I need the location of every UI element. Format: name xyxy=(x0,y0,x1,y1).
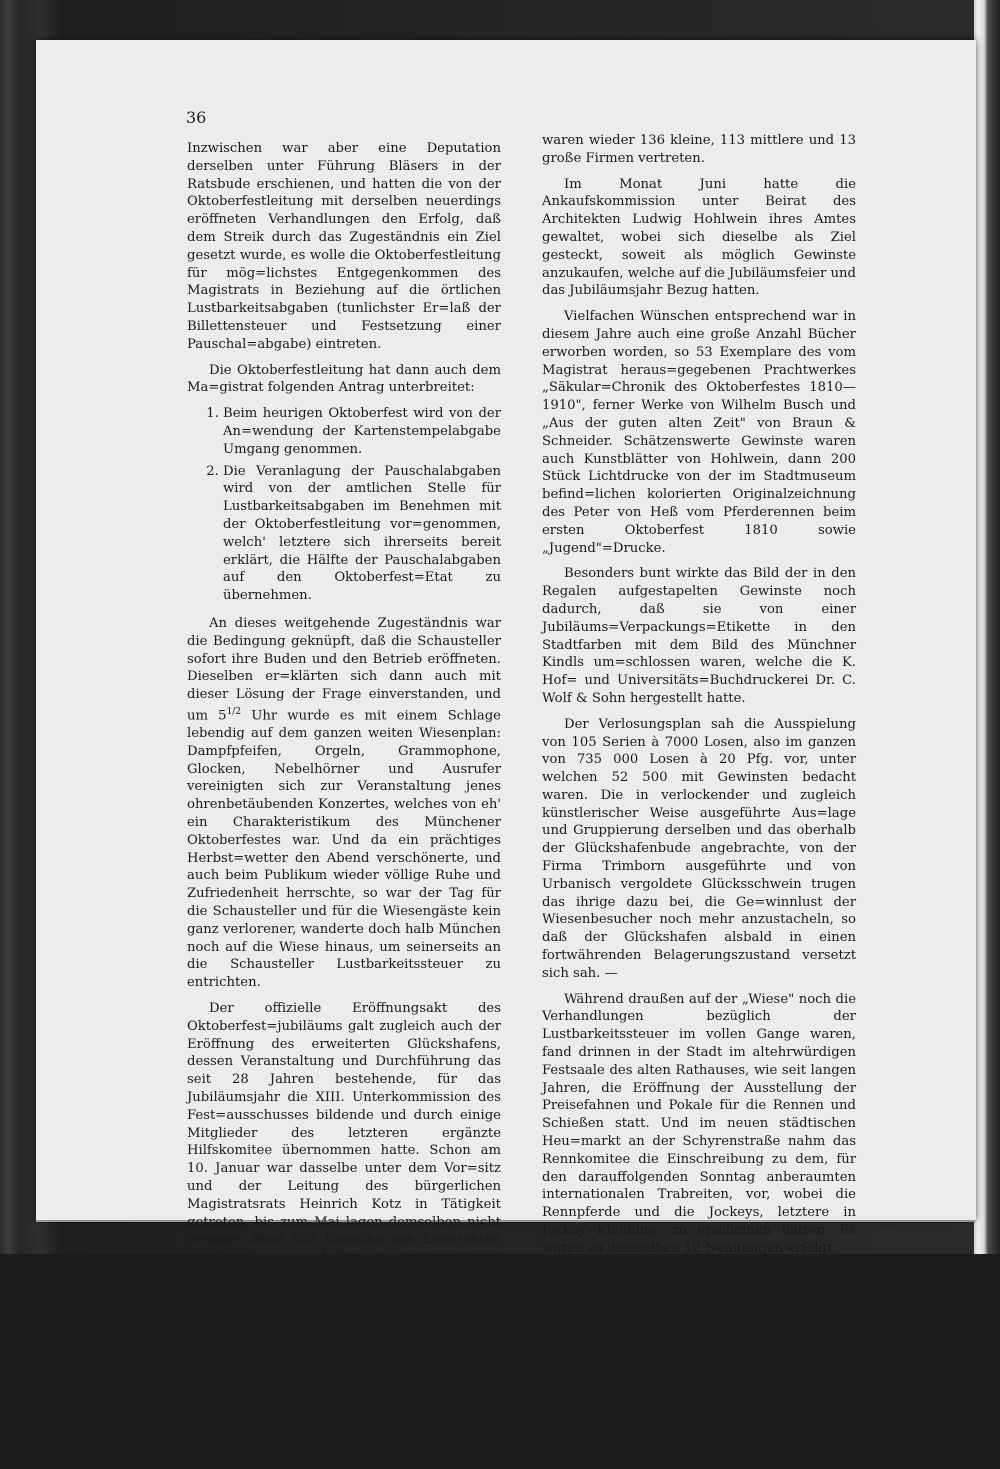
paragraph: Der Verlosungsplan sah die Ausspielung von 105 Serien à 7000 Losen, also im ganzen von 735 000 Losen à 20 Pfg. vor, unter welchen 52 500 mit Gewinsten bedacht waren. Die in verlockender und zugleich künstlerischer Weise ausgeführte Aus=lage und Gruppierung derselben und das oberhalb der Glückshafenbude angebrachte, von der Firma Trimborn ausgeführte und von Urbanisch vergoldete Glücksschwein trugen das ihrige dazu bei, die Ge=winnlust der Wiesenbesucher noch mehr anzustacheln, so daß der Glückshafen alsbald in einen fortwährenden Belagerungszustand versetzt sich sah. — xyxy=(542,716,856,981)
page-number: 36 xyxy=(186,108,207,127)
list-item: 1. Beim heurigen Oktoberfest wird von der An=wendung der Kartenstempelabgabe Umgang genommen. xyxy=(223,405,501,458)
paragraph: Besonders bunt wirkte das Bild der in den Regalen aufgestapelten Gewinste noch dadurch, daß sie von einer Jubiläums=Verpackungs=Etikette in den Stadtfarben mit dem Bild des Münchner Kindls um=schlossen waren, welche die K. Hof= und Universitäts=Buchdruckerei Dr. C. Wolf & Sohn hergestellt hatte. xyxy=(542,566,856,706)
book-spine xyxy=(974,0,1000,1254)
paragraph: Vielfachen Wünschen entsprechend war in diesem Jahre auch eine große Anzahl Bücher erworben worden, so 53 Exemplare des vom Magistrat heraus=gegebenen Prachtwerkes „Säkular=Chronik des Oktoberfestes 1810—1910", ferner Werke von Wilhelm Busch und „Aus der guten alten Zeit" von Braun & Schneider. Schätzenswerte Gewinste waren auch Kunstblätter von Hohlwein, dann 200 Stück Lichtdrucke von der im Stadtmuseum befind=lichen kolorierten Originalzeichnung des Peter von Heß vom Pferderennen beim ersten Oktoberfest 1810 sowie „Jugend"=Drucke. xyxy=(542,309,856,556)
paragraph-text: An dieses weitgehende Zugeständnis war die Bedingung geknüpft, daß die Schausteller sofort ihre Buden und den Betrieb eröffneten. Dieselben er=klärten sich dann auch mit dieser Lösung der Frage einverstanden, und um 5 xyxy=(187,615,501,724)
right-text-column xyxy=(542,132,856,1469)
numbered-list xyxy=(187,405,501,605)
paragraph: Die Oktoberfestleitung hat dann auch dem Ma=gistrat folgenden Antrag unterbreitet: xyxy=(187,362,501,396)
paragraph: Während draußen auf der „Wiese" noch die Verhandlungen bezüglich der Lustbarkeitssteuer im vollen Gange waren, fand drinnen in der Stadt im altehrwürdigen Festsaale des alten Rathauses, wie seit langen Jahren, die Eröffnung der Ausstellung der Preisefahnen und Pokale für die Rennen und Schießen statt. Und im neuen städtischen Heu=markt an der Schyrenstraße nahm das Rennkomitee die Einschreibung zu dem, für den darauffolgenden Sonntag anberaumten internationalen Trabreiten, vor, wobei die Rennpferde und die Jockeys, letztere in Jockey=Kleidung, zu erscheinen hatten. Es waren zu demselben 12 Nennungen erfolgt. xyxy=(542,991,856,1256)
paragraph: waren wieder 136 kleine, 113 mittlere und 13 große Firmen vertreten. xyxy=(542,133,856,166)
list-item: 2. Die Veranlagung der Pauschalabgaben wird von der amtlichen Stelle für Lustbarkeitsabgaben im Benehmen mit der Oktoberfestleitung vor=genommen, welch' letztere sich ihrerseits bereit erklärt, die Hälfte der Pauschalabgaben auf den Oktoberfest=Etat zu übernehmen. xyxy=(223,463,501,605)
paragraph-text: Uhr wurde es mit einem Schlage lebendig auf dem ganzen weiten Wiesenplan: Dampfpfeifen, Orgeln, Grammophone, Glocken, Nebelhörner und Ausrufer vereinigten sich zur Veranstaltung jenes ohrenbetäubenden Konzertes, welches von eh' ein Charakteristikum des Münchener Oktoberfestes war. Und da ein prächtiges Herbst=wetter den Abend verschönerte, und auch beim Publikum wieder völlige Ruhe und Zufriedenheit herrschte, so war der Tag für die Schausteller und für die Wiesengäste kein ganz verlorener, wanderte doch halb München noch auf die Wiese hinaus, um seinerseits an die Schausteller Lustbarkeitssteuer zu entrichten. xyxy=(187,708,501,991)
fraction-superscript: 1/2 xyxy=(226,706,242,717)
paragraph: Im Monat Juni hatte die Ankaufskommission unter Beirat des Architekten Ludwig Hohlwein ihres Amtes gewaltet, wobei sich dieselbe als Ziel gesteckt, soweit als möglich Gewinste anzukaufen, welche auf die Jubiläumsfeier und das Jubiläumsjahr Bezug hatten. xyxy=(542,176,856,299)
paragraph xyxy=(187,615,501,992)
paragraph: Als aber der Abend sich auf die bereits vom Festtrubel erfüllte Wiese niedersenkte, da strebten die Männer, welche seit Jahresfrist emsig geschafft, der Bude zu, welche der Rat der Stadt als buen retiro inmitten all des Festtreibens für sich und seine Gäste geschaffen, und zu der durch einen grün verkleideten, mit einem anmutigen Münchener Kindl geschmückten Portikus ein traulicher Fichtengang führte. Schon früher hatte xyxy=(542,1266,856,1460)
left-text-column xyxy=(187,140,501,1453)
paragraph: Inzwischen war aber eine Deputation derselben unter Führung Bläsers in der Ratsbude erschienen, und hatten die von der Oktoberfestleitung mit derselben neuerdings eröffneten Verhandlungen den Erfolg, daß dem Streik durch das Zugeständnis ein Ziel gesetzt wurde, es wolle die Oktoberfestleitung für mög=lichstes Entgegenkommen des Magistrats in Beziehung auf die örtlichen Lustbarkeitsabgaben (tunlichster Er=laß der Billettensteuer und Festsetzung einer Pauschal=abgabe) eintreten. xyxy=(187,141,501,352)
paragraph: Der offizielle Eröffnungsakt des Oktoberfest=jubiläums galt zugleich auch der Eröffnung des erweiterten Glückshafens, dessen Veranstaltung und Durchführung das seit 28 Jahren bestehende, für das Jubiläumsjahr die XIII. Unterkommission des Fest=ausschusses bildende und durch einige Mitglieder des letzteren ergänzte Hilfskomitee übernommen hatte. Schon am 10. Januar war dasselbe unter dem Vor=sitz und der Leitung des bürgerlichen Magistratsrats Heinrich Kotz in Tätigkeit getreten, bis zum Mai lagen demselben nicht weniger denn 655 Gesuche von Lieferanten um Erteilung von Aufträgen vor, von denen 262 die Genehmigung erhalten haben, wo=bei besonders darauf Rücksicht genommen wurde, daß aus dem Handel und Gewerbe Firmen in fast allen Stadtbezirken herangezogen wurden. Von den aus=gewählten Geschäften hatten seit dem Jahre 1904 20 Firmen 7 mal, 18 6 mal, 42 5 mal, 49 4 mal, 47 3 mal, 40 2 mal und 36 zum Jubiläumsjahr zum ersten Male Lieferungsauftrag erhalten. Darunter xyxy=(187,1001,501,1444)
